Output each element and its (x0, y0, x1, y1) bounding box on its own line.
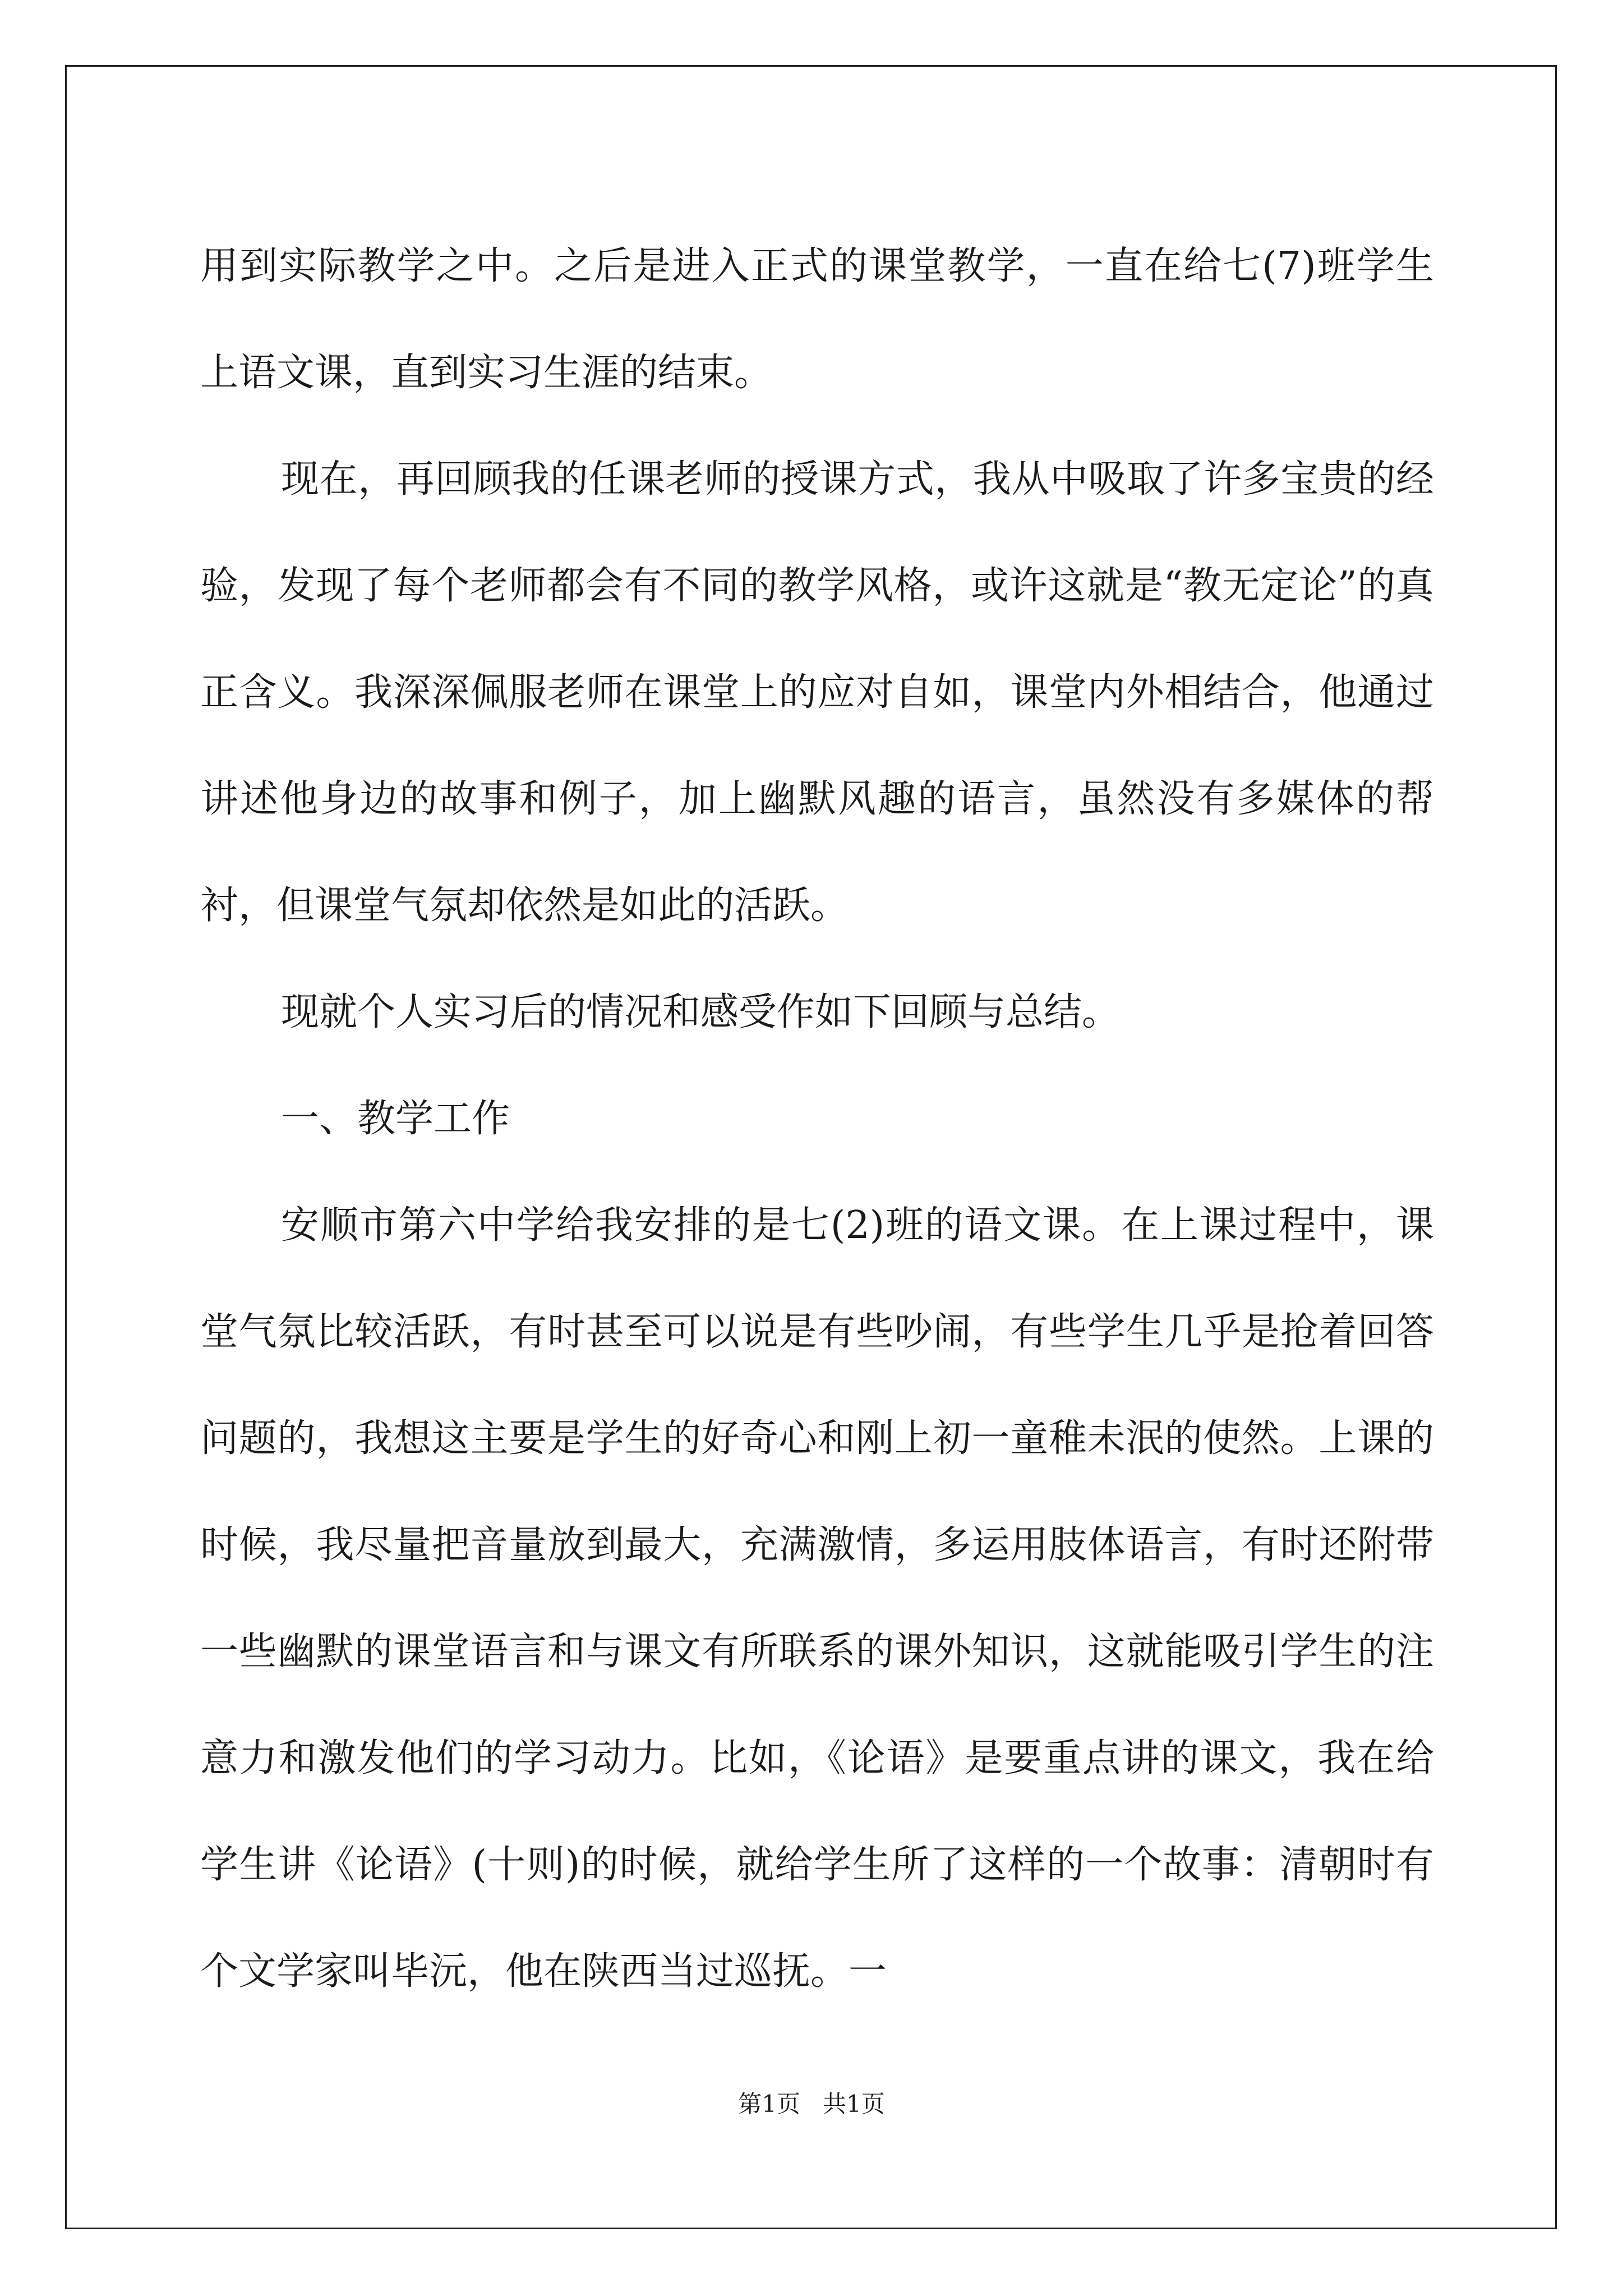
page-footer: 第1页 共1页 (738, 2090, 885, 2118)
paragraph-summary-intro: 现就个人实习后的情况和感受作如下回顾与总结。 (281, 990, 1121, 1034)
document-body (200, 213, 1434, 2025)
paragraph-review: 现在，再回顾我的任课老师的授课方式，我从中吸取了许多宝贵的经验，发现了每个老师都会有不同的教学风格，或许这就是“教无定论”的真正含义。我深深佩服老师在课堂上的应对自如，课堂内外相结合，他通过讲述他身边的故事和例子，加上幽默风趣的语言，虽然没有多媒体的帮衬，但课堂气氛却依然是如此的活跃。 (200, 457, 1434, 928)
paragraph-continuation: 用到实际教学之中。之后是进入正式的课堂教学，一直在给七(7)班学生上语文课，直到实习生涯的结束。 (200, 244, 1434, 395)
section-heading-teaching: 一、教学工作 (281, 1097, 510, 1141)
paragraph-teaching-work: 安顺市第六中学给我安排的是七(2)班的语文课。在上课过程中，课堂气氛比较活跃，有时甚至可以说是有些吵闹，有些学生几乎是抢着回答问题的，我想这主要是学生的好奇心和刚上初一童稚未泯的使然。上课的时候，我尽量把音量放到最大，充满激情，多运用肢体语言，有时还附带一些幽默的课堂语言和与课文有所联系的课外知识，这就能吸引学生的注意力和激发他们的学习动力。比如，《论语》是要重点讲的课文，我在给学生讲《论语》(十则)的时候，就给学生所了这样的一个故事：清朝时有个文学家叫毕沅，他在陕西当过巡抚。一 (200, 1203, 1434, 1994)
